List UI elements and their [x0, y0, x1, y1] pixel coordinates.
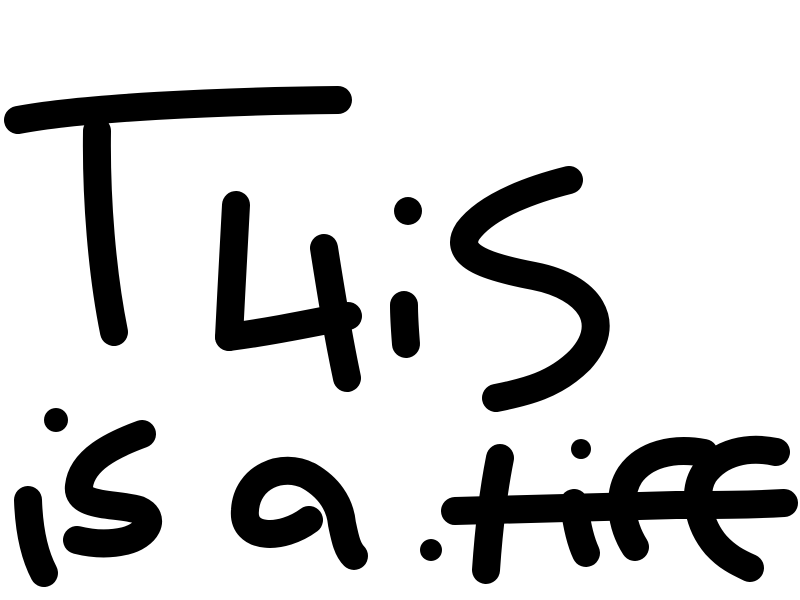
handwritten-word-this — [18, 100, 596, 398]
letter-h-left-stem — [229, 205, 236, 337]
letter-t-stem — [97, 131, 114, 332]
letter-t-top-stroke — [18, 100, 338, 120]
letter-s-stroke — [464, 180, 596, 398]
tiff-i-stem — [574, 503, 586, 553]
second-line-i-stem — [28, 500, 44, 573]
letter-i-stem — [404, 305, 406, 344]
period-dot — [420, 539, 442, 561]
tiff-i-dot — [571, 439, 591, 459]
letter-i-dot — [394, 197, 422, 225]
second-line-s-stroke — [77, 434, 148, 544]
second-line-i-dot — [44, 408, 68, 432]
handwritten-phrase-is-a-tiff — [28, 408, 784, 573]
letter-t-stem-second-line — [486, 458, 500, 570]
letter-h-right-stem — [324, 248, 347, 378]
